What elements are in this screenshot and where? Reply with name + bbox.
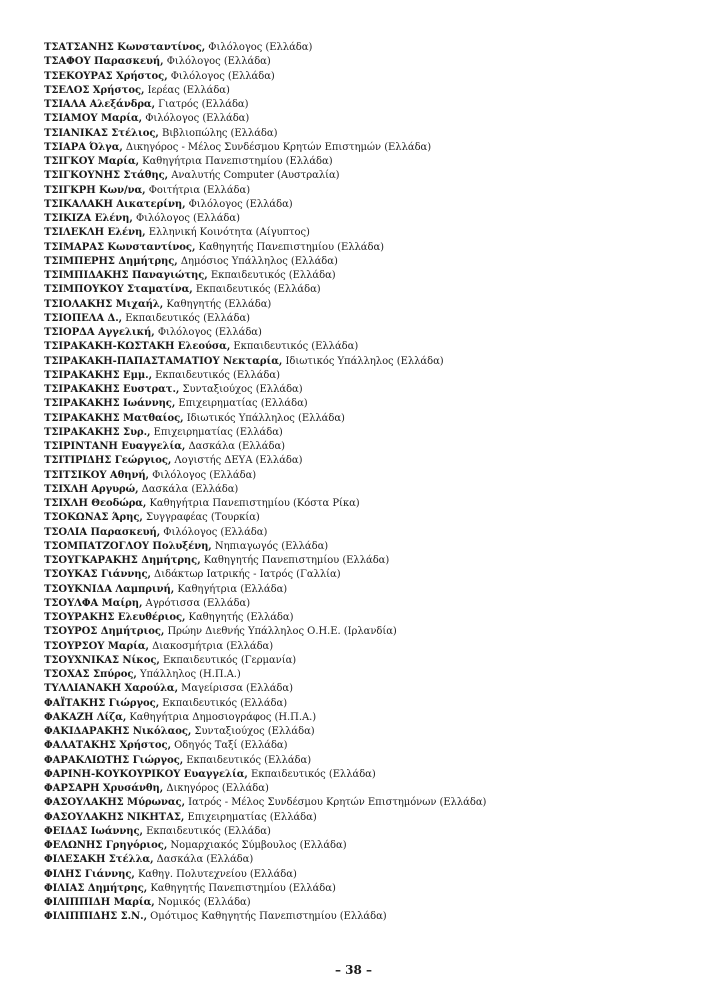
entry-description: Λογιστής ΔΕΥΑ (Ελλάδα) <box>171 455 303 467</box>
entry-name: ΦΙΛΕΣΑΚΗ Στέλλα, <box>44 854 154 866</box>
entry-description: Πρώην Διεθνής Υπάλληλος Ο.Η.Ε. (Ιρλανδία) <box>164 626 397 638</box>
list-item <box>44 839 684 853</box>
list-item <box>44 454 684 468</box>
page-number: – 38 – <box>334 963 373 977</box>
entry-description: Εκπαιδευτικός (Ελλάδα) <box>159 697 288 709</box>
entry-name: ΦΑΛΑΤΑΚΗΣ Χρήστος, <box>44 740 172 752</box>
entry-description: Φιλόλογος (Ελλάδα) <box>167 70 275 82</box>
entry-name: ΤΣΙΡΑΚΑΚΗΣ Ιωάννης, <box>44 398 176 410</box>
entry-description: Δημόσιος Υπάλληλος (Ελλάδα) <box>177 255 338 267</box>
entry-name: ΦΑΣΟΥΛΑΚΗΣ Μύρωνας, <box>44 797 186 809</box>
entry-description: Συγγραφέας (Τουρκία) <box>142 512 260 524</box>
entry-description: Καθηγήτρια (Ελλάδα) <box>174 583 288 595</box>
entry-name: ΦΑΚΙΔΑΡΑΚΗΣ Νικόλαος, <box>44 726 192 737</box>
entry-description: Ομότιμος Καθηγητής Πανεπιστημίου (Ελλάδα) <box>147 911 387 923</box>
list-item <box>44 312 684 326</box>
list-item <box>44 668 684 682</box>
entry-description: Νομικός (Ελλάδα) <box>154 897 251 908</box>
entry-description: Καθηγητής Πανεπιστημίου (Ελλάδα) <box>147 882 336 894</box>
entry-name: ΤΣΙΟΛΑΚΗΣ Μιχαήλ, <box>44 298 164 310</box>
entry-description: Φιλόλογος (Ελλάδα) <box>185 198 293 210</box>
entry-description: Εκπαιδευτικός (Ελλάδα) <box>207 270 336 281</box>
entry-description: Νηπιαγωγός (Ελλάδα) <box>211 540 329 552</box>
entry-name: ΤΣΙΚΙΖΑ Ελένη, <box>44 213 133 224</box>
list-item <box>44 141 684 155</box>
list-item <box>44 711 684 725</box>
entry-name: ΦΙΛΙΠΠΙΔΗΣ Σ.Ν., <box>44 911 148 923</box>
list-item <box>44 896 684 910</box>
entry-name: ΦΕΛΩΝΗΣ Γρηγόριος, <box>44 840 168 851</box>
entry-name: ΤΣΙΟΡΔΑ Αγγελική, <box>44 327 155 338</box>
entry-description: Ιερέας (Ελλάδα) <box>144 84 230 96</box>
entry-name: ΤΥΛΛΙΑΝΑΚΗ Χαρούλα, <box>44 683 179 695</box>
entry-name: ΦΑΡΙΝΗ-ΚΟΥΚΟΥΡΙΚΟΥ Ευαγγελία, <box>44 768 248 780</box>
list-item <box>44 540 684 554</box>
entry-description: Γιατρός (Ελλάδα) <box>155 99 249 110</box>
entry-description: Καθηγητής (Ελλάδα) <box>163 298 272 310</box>
entry-description: Εκπαιδευτικός (Γερμανία) <box>159 654 297 666</box>
entry-description: Δασκάλα (Ελλάδα) <box>185 441 286 452</box>
entry-name: ΤΣΑΦΟΥ Παρασκευή, <box>44 56 164 68</box>
entry-name: ΤΣΟΥΚΑΣ Γιάννης, <box>44 569 151 581</box>
entry-name: ΦΑΪΤΑΚΗΣ Γιώργος, <box>44 697 160 709</box>
entry-description: Καθηγήτρια Πανεπιστημίου (Ελλάδα) <box>139 156 333 167</box>
entry-name: ΤΣΙΡΑΚΑΚΗ-ΚΩΣΤΑΚΗ Ελεούσα, <box>44 341 231 353</box>
list-item <box>44 625 684 639</box>
entry-name: ΤΣΟΥΚΝΙΔΑ Λαμπρινή, <box>44 583 175 595</box>
entry-name: ΤΣΙΧΛΗ Αργυρώ, <box>44 483 139 495</box>
entry-name: ΦΑΣΟΥΛΑΚΗΣ ΝΙΚΗΤΑΣ, <box>44 811 185 823</box>
list-item <box>44 383 684 397</box>
entry-description: Δικηγόρος - Μέλος Συνδέσμου Κρητών Επιστημών (Ελλάδα) <box>122 141 432 153</box>
entry-name: ΤΣΙΡΑΚΑΚΗΣ Συρ., <box>44 426 151 438</box>
entry-description: Εκπαιδευτικός (Ελλάδα) <box>183 754 312 766</box>
entry-name: ΤΣΟΥΧΝΙΚΑΣ Νίκος, <box>44 654 160 666</box>
entry-description: Καθηγητής Πανεπιστημίου (Ελλάδα) <box>200 555 390 566</box>
entry-description: Υπάλληλος (Η.Π.Α.) <box>136 669 241 680</box>
entry-name: ΤΣΙΡΑΚΑΚΗ-ΠΑΠΑΣΤΑΜΑΤΙΟΥ Νεκταρία, <box>44 355 283 367</box>
entries-list <box>44 41 684 925</box>
list-item <box>44 497 684 511</box>
entry-name: ΤΣΟΥΛΦΑ Μαίρη, <box>44 597 143 609</box>
list-item <box>44 526 684 540</box>
list-item <box>44 640 684 654</box>
entry-name: ΦΙΛΙΑΣ Δημήτρης, <box>44 882 148 894</box>
list-item <box>44 283 684 297</box>
list-item <box>44 112 684 126</box>
entry-name: ΤΣΟΜΠΑΤΖΟΓΛΟΥ Πολυξένη, <box>44 540 212 552</box>
entry-name: ΤΣΙΟΠΕΛΑ Δ., <box>44 312 123 324</box>
entry-name: ΤΣΙΚΑΛΑΚΗ Αικατερίνη, <box>44 198 186 210</box>
list-item <box>44 127 684 141</box>
list-item <box>44 725 684 739</box>
list-item <box>44 326 684 340</box>
list-item <box>44 440 684 454</box>
entry-description: Επιχειρηματίας (Ελλάδα) <box>150 426 283 438</box>
entry-name: ΤΣΙΜΠΙΔΑΚΗΣ Παναγιώτης, <box>44 270 208 281</box>
entry-name: ΤΣΙΡΑΚΑΚΗΣ Ματθαίος, <box>44 412 184 424</box>
entry-name: ΤΣΙΡΑΚΑΚΗΣ Εμμ., <box>44 369 153 381</box>
entry-description: Φιλόλογος (Ελλάδα) <box>149 469 257 481</box>
entry-name: ΤΣΙΜΑΡΑΣ Κωνσταντίνος, <box>44 241 196 253</box>
entry-name: ΤΣΙΤΣΙΚΟΥ Αθηνή, <box>44 469 149 481</box>
list-item <box>44 412 684 426</box>
list-item <box>44 583 684 597</box>
entry-name: ΤΣΙΛΕΚΛΗ Ελένη, <box>44 227 146 239</box>
entry-name: ΤΣΟΥΓΚΑΡΑΚΗΣ Δημήτρης, <box>44 555 201 566</box>
entry-name: ΤΣΕΛΟΣ Χρήστος, <box>44 84 145 96</box>
entry-name: ΤΣΟΥΡΟΣ Δημήτριος, <box>44 626 165 638</box>
entry-name: ΤΣΙΜΠΟΥΚΟΥ Σταματίνα, <box>44 284 193 296</box>
entry-name: ΤΣΟΥΡΣΟΥ Μαρία, <box>44 640 149 652</box>
list-item <box>44 568 684 582</box>
list-item <box>44 697 684 711</box>
entry-description: Δασκάλα (Ελλάδα) <box>153 854 254 866</box>
entry-name: ΤΣΙΓΚΟΥΝΗΣ Στάθης, <box>44 170 169 182</box>
entry-description: Ιατρός - Μέλος Συνδέσμου Κρητών Επιστημόνων (Ελλάδα) <box>185 797 487 809</box>
list-item <box>44 298 684 312</box>
list-item <box>44 853 684 867</box>
entry-description: Καθηγήτρια Πανεπιστημίου (Κόστα Ρίκα) <box>146 498 360 509</box>
entry-description: Αγρότισσα (Ελλάδα) <box>142 597 251 609</box>
entry-description: Καθηγητής Πανεπιστημίου (Ελλάδα) <box>195 241 385 253</box>
list-item <box>44 554 684 568</box>
list-item <box>44 469 684 483</box>
list-item <box>44 397 684 411</box>
entry-name: ΤΣΙΡΑΚΑΚΗΣ Ευστρατ., <box>44 384 180 395</box>
list-item <box>44 654 684 668</box>
list-item <box>44 796 684 810</box>
entry-description: Φιλόλογος (Ελλάδα) <box>154 327 262 338</box>
list-item <box>44 70 684 84</box>
entry-description: Εκπαιδευτικός (Ελλάδα) <box>152 369 280 381</box>
list-item <box>44 355 684 369</box>
entry-name: ΤΣΙΑΡΑ Όλγα, <box>44 141 123 153</box>
entry-name: ΤΣΙΑΛΑ Αλεξάνδρα, <box>44 99 156 110</box>
list-item <box>44 682 684 696</box>
entry-description: Φοιτήτρια (Ελλάδα) <box>145 184 251 196</box>
entry-name: ΦΑΚΑΖΗ Λίζα, <box>44 711 127 723</box>
entry-description: Φιλόλογος (Ελλάδα) <box>142 113 250 125</box>
entry-name: ΤΣΟΥΡΑΚΗΣ Ελευθέριος, <box>44 612 186 623</box>
list-item <box>44 84 684 98</box>
entry-description: Βιβλιοπώλης (Ελλάδα) <box>158 127 278 139</box>
entry-name: ΤΣΙΤΙΡΙΔΗΣ Γεώργιος, <box>44 455 172 467</box>
entry-description: Συνταξιούχος (Ελλάδα) <box>179 384 303 395</box>
entry-description: Εκπαιδευτικός (Ελλάδα) <box>230 341 359 353</box>
list-item <box>44 597 684 611</box>
entry-description: Εκπαιδευτικός (Ελλάδα) <box>247 768 376 780</box>
entry-description: Ελληνική Κοινότητα (Αίγυπτος) <box>145 227 310 239</box>
list-item <box>44 169 684 183</box>
entry-description: Επιχειρηματίας (Ελλάδα) <box>175 398 308 410</box>
entry-name: ΦΑΡΣΑΡΗ Χρυσάνθη, <box>44 783 164 794</box>
entry-description: Ιδιωτικός Υπάλληλος (Ελλάδα) <box>183 412 345 424</box>
entry-name: ΤΣΙΓΚΡΗ Κων/να, <box>44 184 146 196</box>
entry-name: ΤΣΙΑΝΙΚΑΣ Στέλιος, <box>44 127 159 139</box>
entry-name: ΤΣΟΛΙΑ Παρασκευή, <box>44 526 161 538</box>
entry-description: Εκπαιδευτικός (Ελλάδα) <box>122 312 251 324</box>
list-item <box>44 155 684 169</box>
list-item <box>44 782 684 796</box>
entry-description: Αναλυτής Computer (Αυστραλία) <box>168 170 340 182</box>
entry-name: ΤΣΙΧΛΗ Θεοδώρα, <box>44 498 147 509</box>
list-item <box>44 55 684 69</box>
entry-description: Δασκάλα (Ελλάδα) <box>138 483 239 495</box>
entry-name: ΤΣΟΧΑΣ Σπύρος, <box>44 669 137 680</box>
entry-name: ΦΕΙΔΑΣ Ιωάννης, <box>44 825 143 837</box>
entry-description: Φιλόλογος (Ελλάδα) <box>160 526 268 538</box>
entry-description: Συνταξιούχος (Ελλάδα) <box>191 726 315 737</box>
entry-name: ΦΑΡΑΚΛΙΩΤΗΣ Γιώργος, <box>44 754 184 766</box>
list-item <box>44 212 684 226</box>
list-item <box>44 369 684 383</box>
entry-name: ΤΣΙΡΙΝΤΑΝΗ Ευαγγελία, <box>44 441 186 452</box>
list-item <box>44 825 684 839</box>
list-item <box>44 41 684 55</box>
list-item <box>44 768 684 782</box>
entry-description: Φιλόλογος (Ελλάδα) <box>132 213 240 224</box>
list-item <box>44 241 684 255</box>
entry-description: Καθηγ. Πολυτεχνείου (Ελλάδα) <box>134 868 297 880</box>
entry-description: Εκπαιδευτικός (Ελλάδα) <box>192 284 321 296</box>
entry-description: Εκπαιδευτικός (Ελλάδα) <box>142 825 271 837</box>
entry-description: Φιλόλογος (Ελλάδα) <box>205 42 313 53</box>
entry-description: Διακοσμήτρια (Ελλάδα) <box>148 640 274 652</box>
entry-name: ΤΣΕΚΟΥΡΑΣ Χρήστος, <box>44 70 168 82</box>
list-item <box>44 739 684 753</box>
entry-description: Οδηγός Ταξί (Ελλάδα) <box>171 740 288 752</box>
entry-name: ΤΣΙΜΠΕΡΗΣ Δημήτρης, <box>44 255 178 267</box>
entry-description: Καθηγητής (Ελλάδα) <box>185 612 294 623</box>
entry-description: Φιλόλογος (Ελλάδα) <box>163 56 271 68</box>
entry-name: ΦΙΛΙΠΠΙΔΗ Μαρία, <box>44 897 155 908</box>
list-item <box>44 184 684 198</box>
list-item <box>44 910 684 924</box>
entry-name: ΤΣΟΚΩΝΑΣ Άρης, <box>44 512 143 524</box>
entry-description: Νομαρχιακός Σύμβουλος (Ελλάδα) <box>167 840 347 851</box>
list-item <box>44 868 684 882</box>
entry-description: Ιδιωτικός Υπάλληλος (Ελλάδα) <box>282 355 444 367</box>
list-item <box>44 811 684 825</box>
list-item <box>44 255 684 269</box>
entry-name: ΤΣΙΓΚΟΥ Μαρία, <box>44 156 140 167</box>
list-item <box>44 611 684 625</box>
list-item <box>44 269 684 283</box>
list-item <box>44 426 684 440</box>
list-item <box>44 340 684 354</box>
entry-description: Διδάκτωρ Ιατρικής - Ιατρός (Γαλλία) <box>150 569 341 581</box>
entry-description: Δικηγόρος (Ελλάδα) <box>163 783 269 794</box>
list-item <box>44 754 684 768</box>
list-item <box>44 882 684 896</box>
list-item <box>44 98 684 112</box>
entry-name: ΤΣΙΑΜΟΥ Μαρία, <box>44 113 143 125</box>
list-item <box>44 511 684 525</box>
list-item <box>44 483 684 497</box>
list-item <box>44 198 684 212</box>
entry-description: Μαγείρισσα (Ελλάδα) <box>178 683 293 695</box>
list-item <box>44 226 684 240</box>
entry-description: Καθηγήτρια Δημοσιογράφος (Η.Π.Α.) <box>126 711 317 723</box>
entry-description: Επιχειρηματίας (Ελλάδα) <box>184 811 317 823</box>
entry-name: ΤΣΑΤΣΑΝΗΣ Κωνσταντίνος, <box>44 42 206 53</box>
entry-name: ΦΙΛΗΣ Γιάννης, <box>44 868 135 880</box>
